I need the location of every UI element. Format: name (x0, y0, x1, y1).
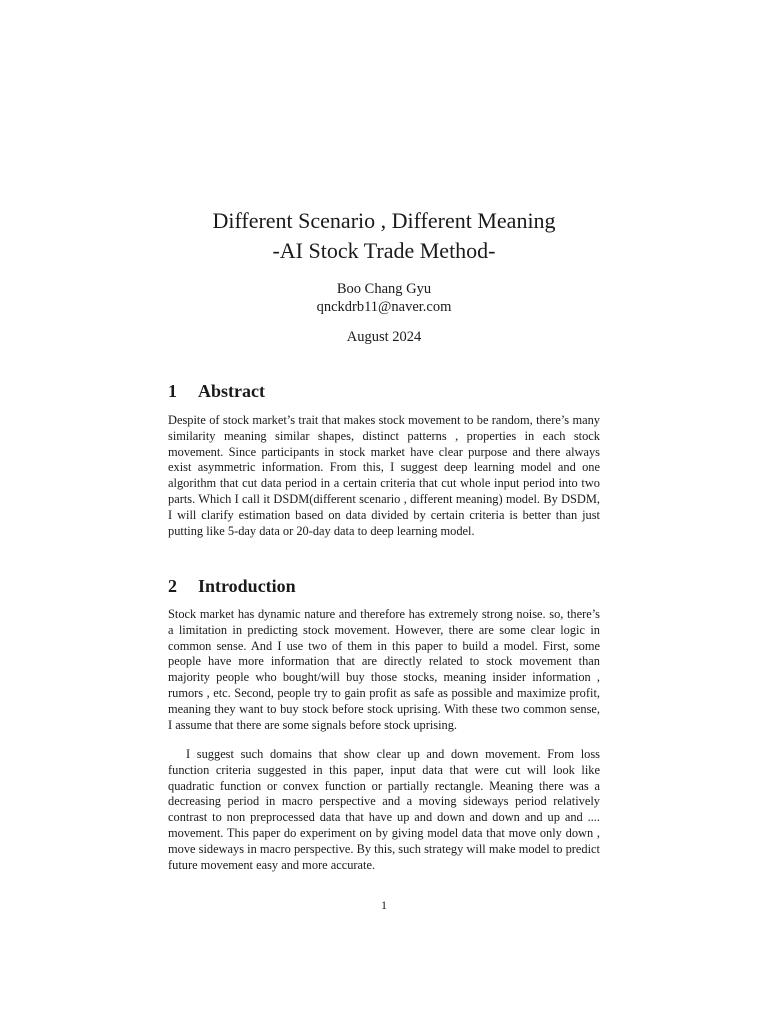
abstract-paragraph: Despite of stock market’s trait that makes stock movement to be random, there’s many similarity meaning similar shapes, distinct patterns , properties in each stock movement. Since participants in stock market have clear purpose and there always exist asymmetric information. From this, I suggest deep learning model and one algorithm that cut data period in a certain criteria that cut whole input period into two parts. Which I call it DSDM(different scenario , different meaning) model. By DSDM, I will clarify estimation based on data divided by certain criteria is better than just putting like 5-day data or 20-day data to deep learning model. (168, 413, 600, 538)
section-title: Abstract (198, 381, 265, 401)
paper-title (0, 206, 768, 266)
section-title: Introduction (198, 576, 296, 596)
section-number: 2 (168, 576, 177, 596)
introduction-paragraph-1: Stock market has dynamic nature and therefore has extremely strong noise. so, there’s a limitation in predicting stock movement. However, there are some clear logic in common sense. And I use two of them in this paper to build a model. First, some people have more information that are directly related to stock movement than majority people who bought/will buy those stocks, meaning insider information , rumors , etc. Second, people try to gain profit as safe as possible and maximize profit, meaning they want to buy stock before stock uprising. With these two common sense, I assume that there are some signals before stock uprising. (168, 607, 600, 732)
title-line-1: Different Scenario , Different Meaning (212, 208, 556, 233)
page-number: 1 (381, 898, 387, 912)
title-line-2: -AI Stock Trade Method- (272, 238, 496, 263)
section-heading-introduction (168, 575, 296, 597)
section-heading-abstract (168, 380, 265, 402)
author-block (0, 280, 768, 316)
section-number: 1 (168, 381, 177, 401)
introduction-paragraph-2: I suggest such domains that show clear up and down movement. From loss function criteria suggested in this paper, input data that were cut will look like quadratic function or convex function or partially rectangle. Meaning there was a decreasing period in macro perspective and a moving sideways period relatively contrast to non preprocessed data that have up and down and down and up and .... movement. This paper do experiment on by giving model data that move only down , move sideways in macro perspective. By this, such strategy will make model to predict future movement easy and more accurate. (168, 747, 600, 872)
author-name: Boo Chang Gyu (336, 281, 432, 297)
publication-date: August 2024 (346, 329, 422, 345)
author-email: qnckdrb11@naver.com (316, 299, 452, 315)
